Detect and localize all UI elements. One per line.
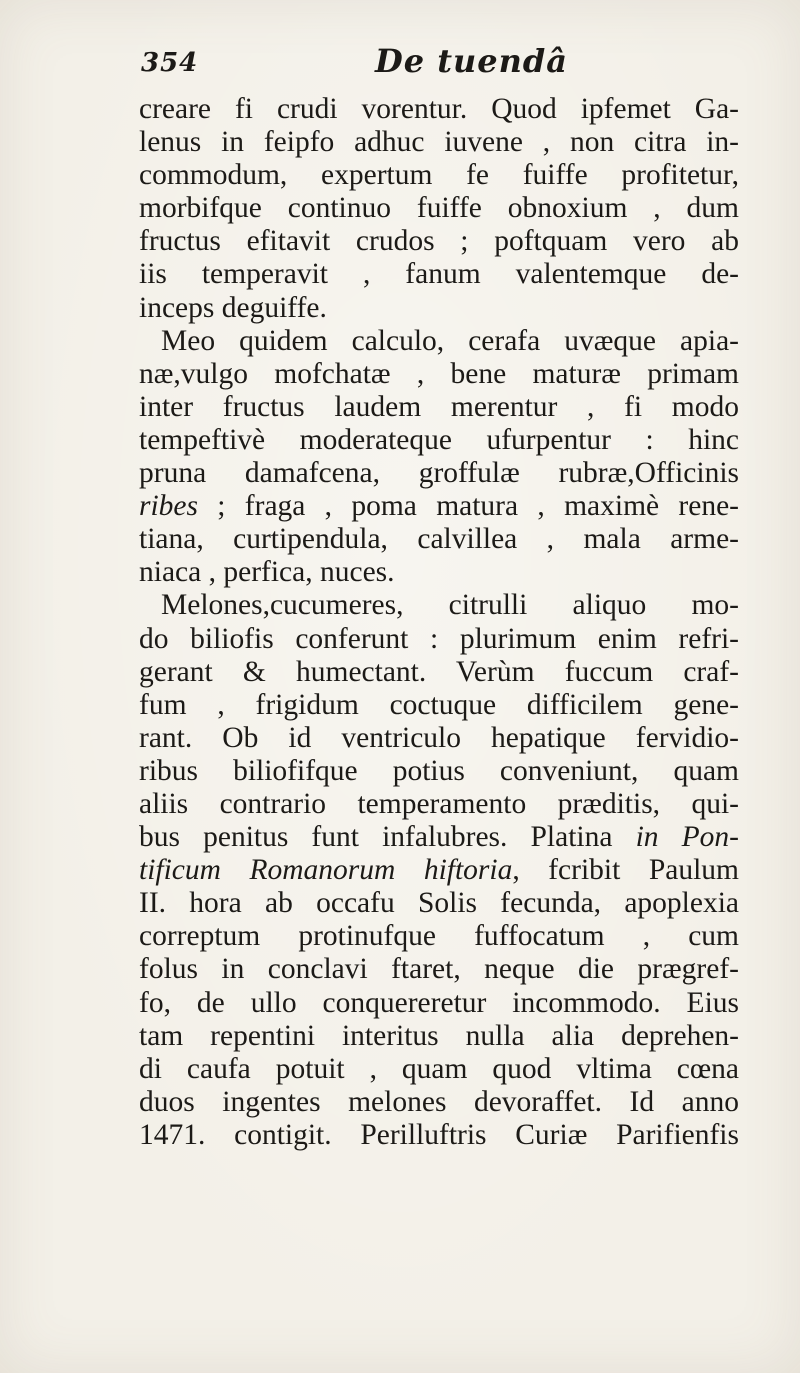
text-line	[139, 126, 739, 159]
text-run: creare fi crudi vorentur. Quod ipfemet Ga-	[139, 93, 739, 125]
text-line	[139, 391, 739, 424]
text-line	[139, 623, 739, 656]
text-line	[139, 192, 739, 225]
body-text	[139, 93, 739, 1152]
text-run: commodum, expertum fe fuiffe profitetur,	[139, 159, 739, 192]
text-line	[139, 1119, 739, 1152]
text-run: inceps deguiffe.	[139, 291, 327, 324]
italic-text-run: tificum Romanorum hiftoria	[139, 854, 513, 887]
text-run: tempeftivè moderateque ufurpentur : hinc	[139, 423, 739, 456]
text-run: morbifque continuo fuiffe obnoxium , dum	[139, 192, 739, 225]
text-run: lenus in feipfo adhuc iuvene , non citra in-	[139, 126, 739, 159]
text-run: folus in conclavi ftaret, neque die prægref-	[139, 953, 739, 986]
text-line	[139, 1086, 739, 1119]
text-run: fo, de ullo conquereretur incommodo. Eius	[139, 986, 739, 1019]
page-number: 354	[141, 48, 199, 78]
text-run: fum , frigidum coctuque difficilem gene-	[139, 688, 739, 721]
italic-text-run: ribes	[139, 490, 198, 523]
text-run: Melones,cucumeres, citrulli aliquo mo-	[161, 589, 739, 622]
text-run: duos ingentes melones devoraffet. Id anno	[139, 1085, 739, 1118]
text-run: aliis contrario temperamento præditis, qui-	[139, 787, 739, 820]
text-line	[139, 556, 739, 589]
text-run: næ,vulgo mofchatæ , bene maturæ primam	[139, 357, 739, 390]
text-line	[139, 225, 739, 258]
text-run: correptum protinufque fuffocatum , cum	[139, 920, 739, 953]
text-line	[139, 159, 739, 192]
text-run: tam repentini interitus nulla alia deprehen-	[139, 1019, 739, 1052]
text-line	[139, 490, 739, 523]
text-run: ribus biliofifque potius conveniunt, quam	[139, 754, 739, 787]
text-line	[139, 722, 739, 755]
text-line	[139, 1020, 739, 1053]
text-line	[139, 589, 739, 622]
text-line	[139, 788, 739, 821]
text-line	[139, 325, 739, 358]
text-run: tiana, curtipendula, calvillea , mala arme-	[139, 523, 739, 556]
text-line	[139, 821, 739, 854]
text-line	[139, 987, 739, 1020]
text-line	[139, 689, 739, 722]
text-line	[139, 755, 739, 788]
text-run: niaca , perfica, nuces.	[139, 556, 395, 589]
text-run: II. hora ab occafu Solis fecunda, apoplexia	[139, 887, 739, 920]
text-run: pruna damafcena, groffulæ rubræ,Officinis	[139, 457, 739, 490]
text-run: iis temperavit , fanum valentemque de-	[139, 258, 739, 291]
text-line	[139, 887, 739, 920]
text-line	[139, 656, 739, 689]
text-line	[139, 93, 739, 126]
text-line	[139, 1053, 739, 1086]
text-run: Meo quidem calculo, cerafa uvæque apia-	[161, 324, 739, 357]
text-run: fructus efitavit crudos ; poftquam vero ab	[139, 225, 739, 258]
text-run: di caufa potuit , quam quod vltima cœna	[139, 1052, 739, 1085]
text-run: ; fraga , poma matura , maximè rene-	[198, 490, 739, 523]
text-run: do biliofis conferunt : plurimum enim refri-	[139, 622, 739, 655]
text-run: 1471. contigit. Perilluftris Curiæ Parifienfis	[139, 1118, 739, 1151]
text-line	[139, 457, 739, 490]
italic-text-run: in Pon-	[635, 821, 740, 854]
page-header	[0, 42, 800, 92]
text-run: inter fructus laudem merentur , fi modo	[139, 390, 739, 423]
text-line	[139, 424, 739, 457]
text-line	[139, 358, 739, 391]
running-title: De tuendâ	[375, 42, 569, 80]
text-line	[139, 292, 739, 325]
text-run: , fcribit Paulum	[512, 854, 739, 887]
text-line	[139, 258, 739, 291]
text-line	[139, 953, 739, 986]
text-line	[139, 920, 739, 953]
text-run: bus penitus funt infalubres. Platina	[139, 821, 636, 854]
text-line	[139, 854, 739, 887]
text-line	[139, 523, 739, 556]
text-run: gerant & humectant. Verùm fuccum craf-	[139, 655, 739, 688]
text-run: rant. Ob id ventriculo hepatique fervidio-	[139, 721, 739, 754]
